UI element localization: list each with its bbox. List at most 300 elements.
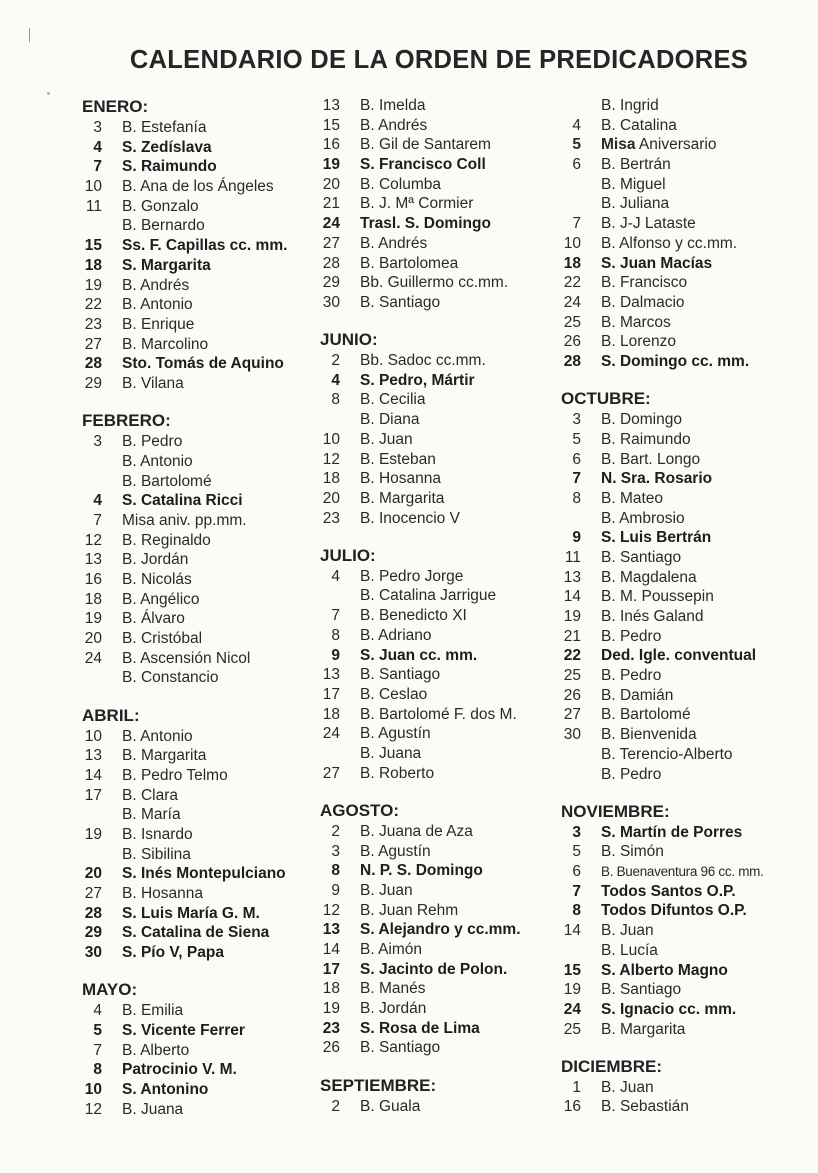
calendar-entry [320,822,570,842]
entry-name: B. Terencio-Alberto [601,745,733,763]
entry-name: Todos Santos O.P. [601,882,736,900]
calendar-entry [82,452,332,472]
entry-day [82,845,102,865]
calendar-entry [82,1021,332,1041]
entry-name: B. Clara [122,786,178,804]
entry-day: 20 [84,865,102,883]
entry-day: 12 [84,531,102,549]
entry-day: 20 [322,175,340,193]
calendar-entry [561,961,811,981]
entry-name: B. Marcos [601,313,671,331]
section-gap [320,528,570,545]
entry-day: 17 [322,685,340,703]
entry-name: B. Pedro Jorge [360,567,464,585]
calendar-entry [561,116,811,136]
entry-name: B. María [122,806,181,824]
calendar-entry [82,629,332,649]
entry-name: B. Inés Galand [601,608,704,625]
entry-day: 23 [322,509,340,527]
section-gap [561,1039,811,1056]
entry-name: B. Andrés [360,234,428,252]
entry-name: S. Catalina de Siena [122,924,270,942]
entry-name: B. Ingrid [601,97,659,114]
entry-name: B. Gil de Santarem [360,136,491,154]
calendar-entry [561,646,811,666]
entry-day: 18 [322,705,340,723]
month-section [320,96,570,313]
entry-day: 11 [564,548,581,566]
calendar-entry [320,469,570,489]
entry-name: Misa aniv. pp.mm. [122,511,247,529]
calendar-entry [561,607,811,627]
entry-day: 16 [322,136,340,154]
page-title: CALENDARIO DE LA ORDEN DE PREDICADORES [129,46,749,74]
entry-name: B. Margarita [601,1020,686,1038]
entry-name: B. Roberto [360,764,435,782]
calendar-entry [561,194,811,214]
calendar-entry [82,1060,332,1080]
entry-day: 13 [84,747,102,765]
entry-day: 16 [84,570,102,588]
entry-day: 27 [563,706,581,724]
entry-name: S. Alejandro y cc.mm. [360,921,521,939]
calendar-entry [561,568,811,588]
entry-name: B. Juliana [601,195,670,213]
entry-day: 9 [331,881,340,899]
month-heading: AGOSTO: [320,800,400,820]
entry-name: B. Enrique [122,315,195,333]
calendar-entry [320,705,570,725]
calendar-entry [82,1041,332,1061]
entry-name: B. Juana [360,744,422,762]
entry-name: B. Hosanna [122,885,203,903]
entry-name: B. Angélico [122,590,200,608]
calendar-entry [320,586,570,606]
calendar-entry [82,825,332,845]
calendar-entry [82,157,332,177]
calendar-entry [82,374,332,394]
entry-name: S. Juan Macías [601,254,713,272]
month-section [82,963,332,1120]
entry-day: 19 [84,276,102,294]
month-heading: JUNIO: [320,330,378,350]
calendar-entry [561,410,811,430]
entry-day: 8 [572,902,581,920]
calendar-entry [82,354,332,374]
entry-day: 7 [572,470,581,488]
calendar-entry [82,766,332,786]
entry-name: B. Bienvenida [601,726,697,744]
entry-day: 8 [93,1061,102,1079]
calendar-entry [561,862,811,882]
entry-name: S. Juan cc. mm. [360,646,478,664]
calendar-entry [82,649,332,669]
entry-day: 26 [563,333,581,351]
calendar-entry [561,254,811,274]
entry-day: 7 [572,882,581,900]
scan-dot [47,92,50,95]
entry-name: S. Margarita [122,256,211,274]
entry-name: S. Francisco Coll [360,156,486,174]
scan-mark [29,28,30,42]
month-section [320,313,570,529]
entry-name: B. Santiago [601,981,682,999]
calendar-entry [320,214,570,234]
entry-name: B. Margarita [122,747,207,765]
entry-day: 12 [322,450,340,468]
entry-name: B. Alfonso y cc.mm. [601,234,738,252]
entry-day [320,586,340,606]
entry-name-bold-part: Misa [601,136,636,154]
entry-day: 4 [93,492,102,510]
entry-day: 23 [84,315,102,333]
month-section [320,1058,570,1116]
entry-name: S. Luis Bertrán [601,529,712,547]
entry-name: B. Pedro [601,667,662,685]
calendar-entry [82,884,332,904]
entry-day: 7 [93,511,102,529]
section-gap [561,372,811,389]
entry-day: 13 [563,568,581,586]
entry-name: B. Ambrosio [601,509,685,527]
entry-day: 15 [84,237,102,255]
entry-day: 7 [93,1041,102,1059]
calendar-entry [320,430,570,450]
entry-name: B. Gonzalo [122,197,199,215]
entry-day: 10 [563,234,581,252]
entry-name: B. Juana de Aza [360,822,473,840]
entry-name: S. Vicente Ferrer [122,1022,245,1039]
calendar-entry [320,940,570,960]
entry-name: B. Bartolomé [122,472,212,490]
calendar-entry [82,118,332,138]
entry-day: 6 [572,156,581,174]
entry-day: 13 [322,666,340,684]
entry-day: 18 [84,590,102,608]
entry-day: 26 [563,686,581,704]
calendar-entry [320,254,570,274]
calendar-entry [561,469,811,489]
calendar-entry [320,273,570,293]
entry-day: 24 [322,725,340,743]
entry-name: B. Bertrán [601,156,671,174]
entry-day: 1 [572,1078,581,1096]
entry-name: B. Lucía [601,941,658,959]
calendar-entry [561,509,811,529]
entry-name: S. Jacinto de Polon. [360,960,508,978]
entry-name: B. J-J Lataste [601,215,696,233]
month-section [82,688,332,963]
entry-name: B. Pedro [601,627,662,645]
entry-name: B. Agustín [360,842,431,860]
entry-day: 6 [572,450,581,468]
entry-day: 13 [322,97,340,114]
entry-name: B. Antonio [122,452,193,470]
month-heading: NOVIEMBRE: [561,801,670,821]
entry-name: B. Andrés [122,276,190,294]
entry-name: B. Pedro Telmo [122,766,228,784]
calendar-entry [320,646,570,666]
entry-day: 4 [331,371,340,389]
entry-name: B. Domingo [601,411,682,429]
calendar-entry [561,489,811,509]
calendar-entry [82,531,332,551]
month-section [82,96,332,394]
entry-day: 30 [322,293,340,311]
entry-name: S. Rosa de Lima [360,1019,480,1037]
entry-name: B. M. Poussepin [601,588,714,606]
entry-day [561,96,581,116]
entry-day: 15 [563,961,581,979]
month-heading: FEBRERO: [82,411,171,431]
calendar-entry [561,273,811,293]
calendar-entry [320,175,570,195]
calendar-entry [320,960,570,980]
entry-day: 9 [572,529,581,547]
entry-day: 19 [563,608,581,625]
calendar-entry [320,1097,570,1117]
calendar-entry [561,135,811,155]
entry-day: 3 [572,411,581,429]
calendar-entry [561,450,811,470]
entry-day: 4 [93,1002,102,1020]
calendar-entry [320,861,570,881]
entry-name: S. Pedro, Mártir [360,371,475,389]
entry-name: B. Adriano [360,626,432,644]
entry-name: B. Juan [360,430,413,448]
entry-name: N. P. S. Domingo [360,862,483,880]
calendar-entry [82,609,332,629]
calendar-entry [82,904,332,924]
calendar-entry [82,197,332,217]
entry-name: B. Pedro [601,765,662,783]
entry-day: 19 [84,610,102,628]
calendar-entry [320,881,570,901]
entry-name: B. Cristóbal [122,630,203,647]
calendar-entry [320,234,570,254]
entry-name: B. Constancio [122,669,219,687]
entry-name: B. Vilana [122,374,184,392]
calendar-entry [320,96,570,116]
calendar-entry [320,1019,570,1039]
entry-name: B. Bartolomé [601,706,691,724]
entry-day: 17 [84,786,102,804]
entry-day [82,668,102,688]
entry-name: Trasl. S. Domingo [360,215,491,233]
entry-name: B. Cecilia [360,391,426,409]
section-gap [561,784,811,801]
entry-day [82,805,102,825]
entry-day: 6 [572,863,581,881]
calendar-entry [561,96,811,116]
calendar-entry [320,116,570,136]
entry-name: B. Guala [360,1097,421,1115]
entry-day: 5 [93,1022,102,1039]
entry-name: Ss. F. Capillas cc. mm. [122,237,288,255]
entry-name: B. Inocencio V [360,509,460,527]
entry-name: B. Juan Rehm [360,901,459,919]
entry-day: 22 [563,647,581,665]
calendar-entry [82,845,332,865]
section-gap [320,313,570,330]
entry-name: B. Andrés [360,116,428,134]
entry-day: 10 [84,727,102,745]
calendar-entry [561,765,811,785]
section-gap [320,1058,570,1075]
entry-day: 25 [563,667,581,685]
entry-name: B. Hosanna [360,470,441,488]
entry-day: 2 [331,1097,340,1115]
entry-day: 5 [572,430,581,448]
entry-name: B. Santiago [360,293,441,311]
calendar-entry [561,528,811,548]
calendar-entry [561,430,811,450]
entry-day: 14 [563,922,581,940]
section-gap [82,963,332,980]
entry-name: B. Pedro [122,433,183,451]
month-heading: DICIEMBRE: [561,1056,663,1076]
entry-name: B. Marcolino [122,335,209,353]
entry-day: 16 [563,1098,581,1116]
calendar-entry [561,666,811,686]
entry-name: B. Jordán [360,1000,427,1017]
calendar-entry [320,155,570,175]
entry-name: B. Benedicto XI [360,607,467,625]
calendar-entry [561,823,811,843]
entry-day [82,452,102,472]
entry-day: 24 [322,215,340,233]
entry-day: 27 [84,335,102,353]
entry-day: 15 [322,116,340,134]
entry-name: Sto. Tomás de Aquino [122,355,284,373]
calendar-entry [320,724,570,744]
entry-day: 19 [322,1000,340,1017]
entry-day: 29 [322,274,340,292]
calendar-entry [320,606,570,626]
calendar-column-2 [320,96,570,1116]
calendar-entry [82,216,332,236]
calendar-entry [320,685,570,705]
entry-day: 13 [84,551,102,569]
month-heading: MAYO: [82,980,138,1000]
entry-name: B. Ceslao [360,685,428,703]
calendar-entry [320,920,570,940]
entry-day: 14 [563,588,581,606]
entry-day [82,472,102,492]
calendar-entry [320,135,570,155]
calendar-entry [320,390,570,410]
entry-day: 12 [322,901,340,919]
entry-day: 7 [331,607,340,625]
calendar-entry [82,472,332,492]
entry-day: 27 [322,234,340,252]
entry-day: 28 [84,904,102,922]
calendar-entry [561,686,811,706]
entry-day: 21 [322,195,340,213]
entry-name: Patrocinio V. M. [122,1061,237,1079]
entry-name: Todos Difuntos O.P. [601,902,747,920]
entry-day: 29 [84,374,102,392]
entry-day: 14 [322,940,340,958]
entry-day [561,175,581,195]
section-gap [320,783,570,800]
entry-day: 22 [84,296,102,314]
entry-name: B. Juana [122,1100,184,1118]
entry-name: B. Damián [601,686,674,704]
entry-day: 3 [331,842,340,860]
entry-day: 5 [572,136,581,154]
calendar-entry [82,727,332,747]
calendar-entry [561,293,811,313]
calendar-entry [320,979,570,999]
calendar-entry [320,626,570,646]
entry-name: S. Zedíslava [122,138,212,156]
entry-name: B. Bernardo [122,217,205,235]
entry-day: 25 [563,313,581,331]
entry-name: S. Raimundo [122,158,217,176]
calendar-entry [561,1000,811,1020]
entry-name: B. Esteban [360,450,436,468]
entry-day: 2 [331,352,340,370]
entry-day [320,410,340,430]
calendar-entry [320,1038,570,1058]
calendar-entry [82,550,332,570]
entry-day: 8 [331,391,340,409]
entry-name: B. Magdalena [601,568,697,586]
calendar-entry [82,138,332,158]
entry-name: S. Antonino [122,1081,209,1099]
entry-name: B. Lorenzo [601,333,676,351]
calendar-entry [320,410,570,430]
entry-day: 20 [84,630,102,647]
calendar-entry [82,786,332,806]
entry-name: B. Miguel [601,175,666,193]
entry-day: 30 [84,944,102,962]
month-section [561,372,811,785]
calendar-entry [320,999,570,1019]
calendar-entry [561,234,811,254]
calendar-entry [82,335,332,355]
entry-day: 20 [322,489,340,507]
entry-day: 3 [572,823,581,841]
entry-name: S. Luis María G. M. [122,904,260,922]
entry-name-rest: Aniversario [635,136,717,154]
calendar-entry [320,489,570,509]
entry-day: 8 [331,626,340,644]
entry-day [82,216,102,236]
entry-day: 21 [563,627,581,645]
entry-day: 7 [572,215,581,233]
entry-day: 28 [563,352,581,370]
calendar-entry [561,921,811,941]
entry-name: B. Margarita [360,489,445,507]
entry-day: 18 [563,254,581,272]
entry-name: B. Álvaro [122,610,185,628]
entry-day: 18 [322,980,340,998]
calendar-entry [82,943,332,963]
calendar-column-3 [561,96,811,1117]
entry-day [561,194,581,214]
entry-name: B. Simón [601,843,664,861]
calendar-entry [82,570,332,590]
calendar-entry [82,1001,332,1021]
entry-name: Ded. Igle. conventual [601,647,757,665]
entry-name: B. Santiago [360,666,441,684]
entry-day: 5 [572,843,581,861]
entry-day: 10 [322,430,340,448]
entry-name: B. Jordán [122,551,189,569]
entry-name: S. Catalina Ricci [122,492,243,510]
